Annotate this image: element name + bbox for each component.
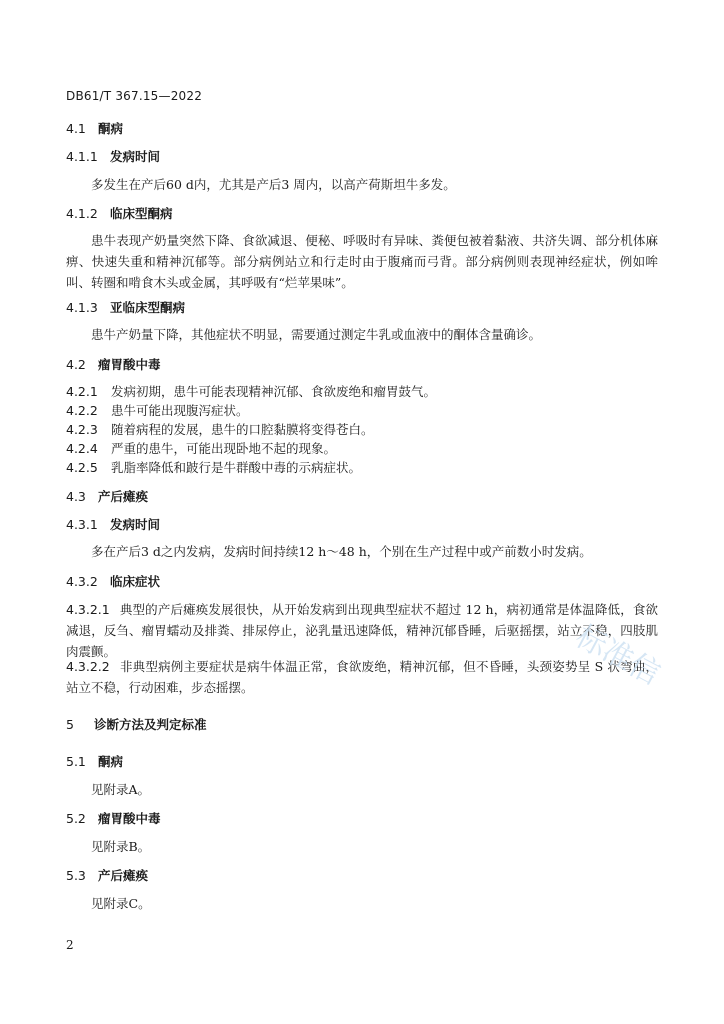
heading-number: 4.3 xyxy=(66,489,86,504)
heading-number: 5.2 xyxy=(66,811,86,826)
heading-number: 5.3 xyxy=(66,868,86,883)
heading-title: 瘤胃酸中毒 xyxy=(98,811,161,826)
heading-title: 产后瘫痪 xyxy=(98,489,149,504)
list-item-4-2-5 xyxy=(66,457,658,478)
page-number: 2 xyxy=(66,938,74,952)
heading-number: 4.1.3 xyxy=(66,300,98,315)
heading-4-1-3 xyxy=(66,297,658,318)
heading-5-3 xyxy=(66,865,658,886)
item-number: 4.2.2 xyxy=(66,403,98,418)
paragraph-5-3: 见附录C。 xyxy=(91,896,151,911)
paragraph-4-1-3: 患牛产奶量下降，其他症状不明显，需要通过测定牛乳或血液中的酮体含量确诊。 xyxy=(91,327,542,342)
item-text: 发病初期，患牛可能表现精神沉郁、食欲废绝和瘤胃鼓气。 xyxy=(111,384,437,399)
heading-4-3-2 xyxy=(66,571,658,592)
watermark: 标准信 xyxy=(569,619,666,693)
paragraph-4-1-1: 多发生在产后60 d内，尤其是产后3 周内，以高产荷斯坦牛多发。 xyxy=(91,177,456,192)
heading-title: 产后瘫痪 xyxy=(98,868,149,883)
paragraph-4-3-1: 多在产后3 d之内发病，发病时间持续12 h～48 h，个别在生产过程中或产前数小时发病。 xyxy=(91,544,592,559)
heading-title: 发病时间 xyxy=(110,517,161,532)
item-number: 4.2.3 xyxy=(66,422,98,437)
heading-number: 4.3.1 xyxy=(66,517,98,532)
list-item-4-3-2-2 xyxy=(66,656,658,698)
heading-4-1 xyxy=(66,118,658,139)
heading-number: 5 xyxy=(66,717,74,732)
heading-4-1-1 xyxy=(66,146,658,167)
heading-title: 瘤胃酸中毒 xyxy=(98,357,161,372)
item-number: 4.3.2.2 xyxy=(66,659,110,674)
heading-title: 临床症状 xyxy=(110,574,161,589)
heading-5-1 xyxy=(66,751,658,772)
heading-title: 酮病 xyxy=(98,754,124,769)
item-text: 患牛可能出现腹泻症状。 xyxy=(111,403,249,418)
heading-5 xyxy=(66,714,658,735)
list-item-4-3-2-1 xyxy=(66,599,658,662)
item-number: 4.2.5 xyxy=(66,460,98,475)
heading-title: 发病时间 xyxy=(110,149,161,164)
item-number: 4.3.2.1 xyxy=(66,602,110,617)
list-item-4-2-1 xyxy=(66,381,658,402)
heading-number: 4.2 xyxy=(66,357,86,372)
item-text: 乳脂率降低和跛行是牛群酸中毒的示病症状。 xyxy=(111,460,362,475)
item-text: 典型的产后瘫痪发展很快，从开始发病到出现典型症状不超过 12 h，病初通常是体温降低，食欲减退，反刍、瘤胃蠕动及排粪、排尿停止，泌乳量迅速降低，精神沉郁昏睡，后驱摇摆，站立不稳，四肢肌肉震颤。 xyxy=(66,602,658,659)
list-item-4-2-3 xyxy=(66,419,658,440)
heading-4-3 xyxy=(66,486,658,507)
heading-number: 4.1.2 xyxy=(66,206,98,221)
paragraph-4-1-2: 患牛表现产奶量突然下降、食欲减退、便秘、呼吸时有异味、粪便包被着黏液、共济失调、部分机体麻痹、快速失重和精神沉郁等。部分病例站立和行走时由于腹痛而弓背。部分病例则表现神经症状，例如哞叫、转圈和啃食木头或金属，其呼吸有“烂苹果味”。 xyxy=(66,233,658,290)
item-number: 4.2.4 xyxy=(66,441,98,456)
item-text: 非典型病例主要症状是病牛体温正常，食欲废绝，精神沉郁，但不昏睡，头颈姿势呈 S 状弯曲，站立不稳，行动困难，步态摇摆。 xyxy=(66,659,658,695)
doc-code-header: DB61/T 367.15—2022 xyxy=(66,89,203,103)
heading-title: 诊断方法及判定标准 xyxy=(94,717,207,732)
list-item-4-2-2 xyxy=(66,400,658,421)
item-number: 4.2.1 xyxy=(66,384,98,399)
heading-title: 临床型酮病 xyxy=(110,206,173,221)
heading-number: 4.3.2 xyxy=(66,574,98,589)
heading-title: 酮病 xyxy=(98,121,124,136)
heading-number: 5.1 xyxy=(66,754,86,769)
list-item-4-2-4 xyxy=(66,438,658,459)
paragraph-5-2: 见附录B。 xyxy=(91,839,151,854)
heading-4-2 xyxy=(66,354,658,375)
heading-4-1-2 xyxy=(66,203,658,224)
heading-number: 4.1 xyxy=(66,121,86,136)
heading-5-2 xyxy=(66,808,658,829)
paragraph-5-1: 见附录A。 xyxy=(91,782,151,797)
heading-4-3-1 xyxy=(66,514,658,535)
heading-title: 亚临床型酮病 xyxy=(110,300,186,315)
item-text: 严重的患牛，可能出现卧地不起的现象。 xyxy=(111,441,337,456)
item-text: 随着病程的发展，患牛的口腔黏膜将变得苍白。 xyxy=(111,422,374,437)
heading-number: 4.1.1 xyxy=(66,149,98,164)
